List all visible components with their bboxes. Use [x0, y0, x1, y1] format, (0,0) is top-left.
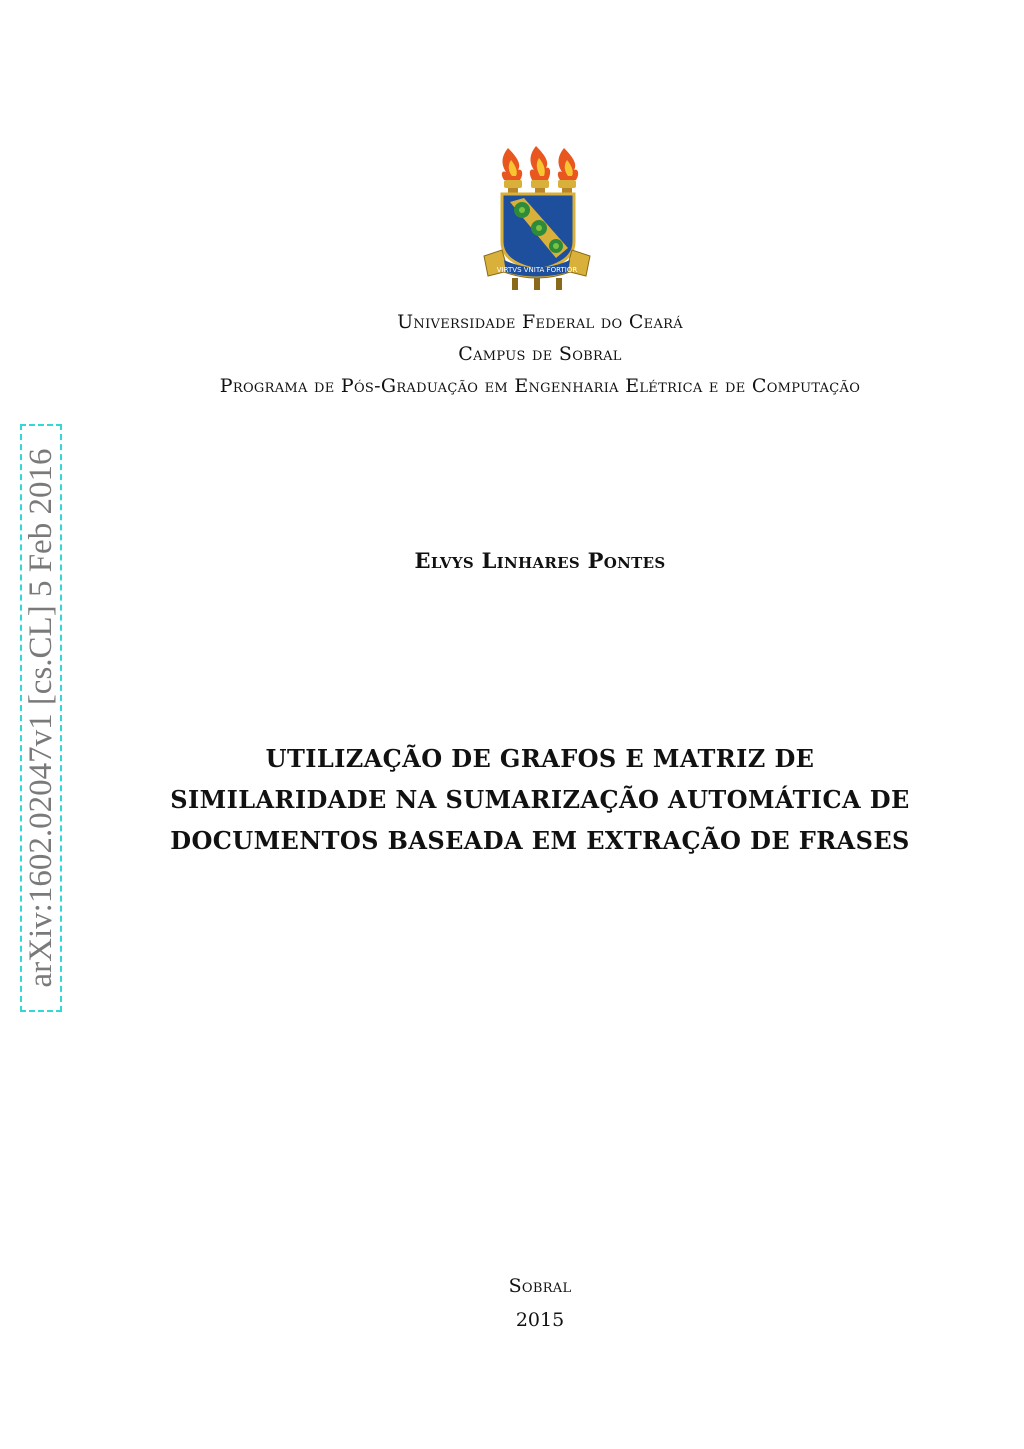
program-name: Programa de Pós-Graduação em Engenharia Elétrica e de Computação	[219, 375, 861, 397]
university-crest-logo	[482, 146, 592, 292]
university-name: Universidade Federal do Ceará	[397, 311, 683, 333]
title-line: DOCUMENTOS BASEADA EM EXTRAÇÃO DE FRASES	[170, 826, 910, 855]
thesis-title	[140, 738, 940, 861]
campus-name: Campus de Sobral	[458, 343, 622, 365]
title-line: UTILIZAÇÃO DE GRAFOS E MATRIZ DE	[265, 744, 815, 773]
arxiv-stamp[interactable]: arXiv:1602.02047v1 [cs.CL] 5 Feb 2016	[23, 448, 59, 988]
city-name: Sobral	[508, 1275, 572, 1297]
title-line: SIMILARIDADE NA SUMARIZAÇÃO AUTOMÁTICA DE	[170, 785, 910, 814]
torch-left	[502, 148, 522, 194]
publication-year: 2015	[515, 1309, 565, 1331]
torch-right	[558, 148, 578, 194]
torch-middle	[530, 146, 550, 194]
crest-motto: VIRTVS VNITA FORTIOR	[496, 266, 578, 274]
author-name: Elvys Linhares Pontes	[414, 548, 666, 573]
